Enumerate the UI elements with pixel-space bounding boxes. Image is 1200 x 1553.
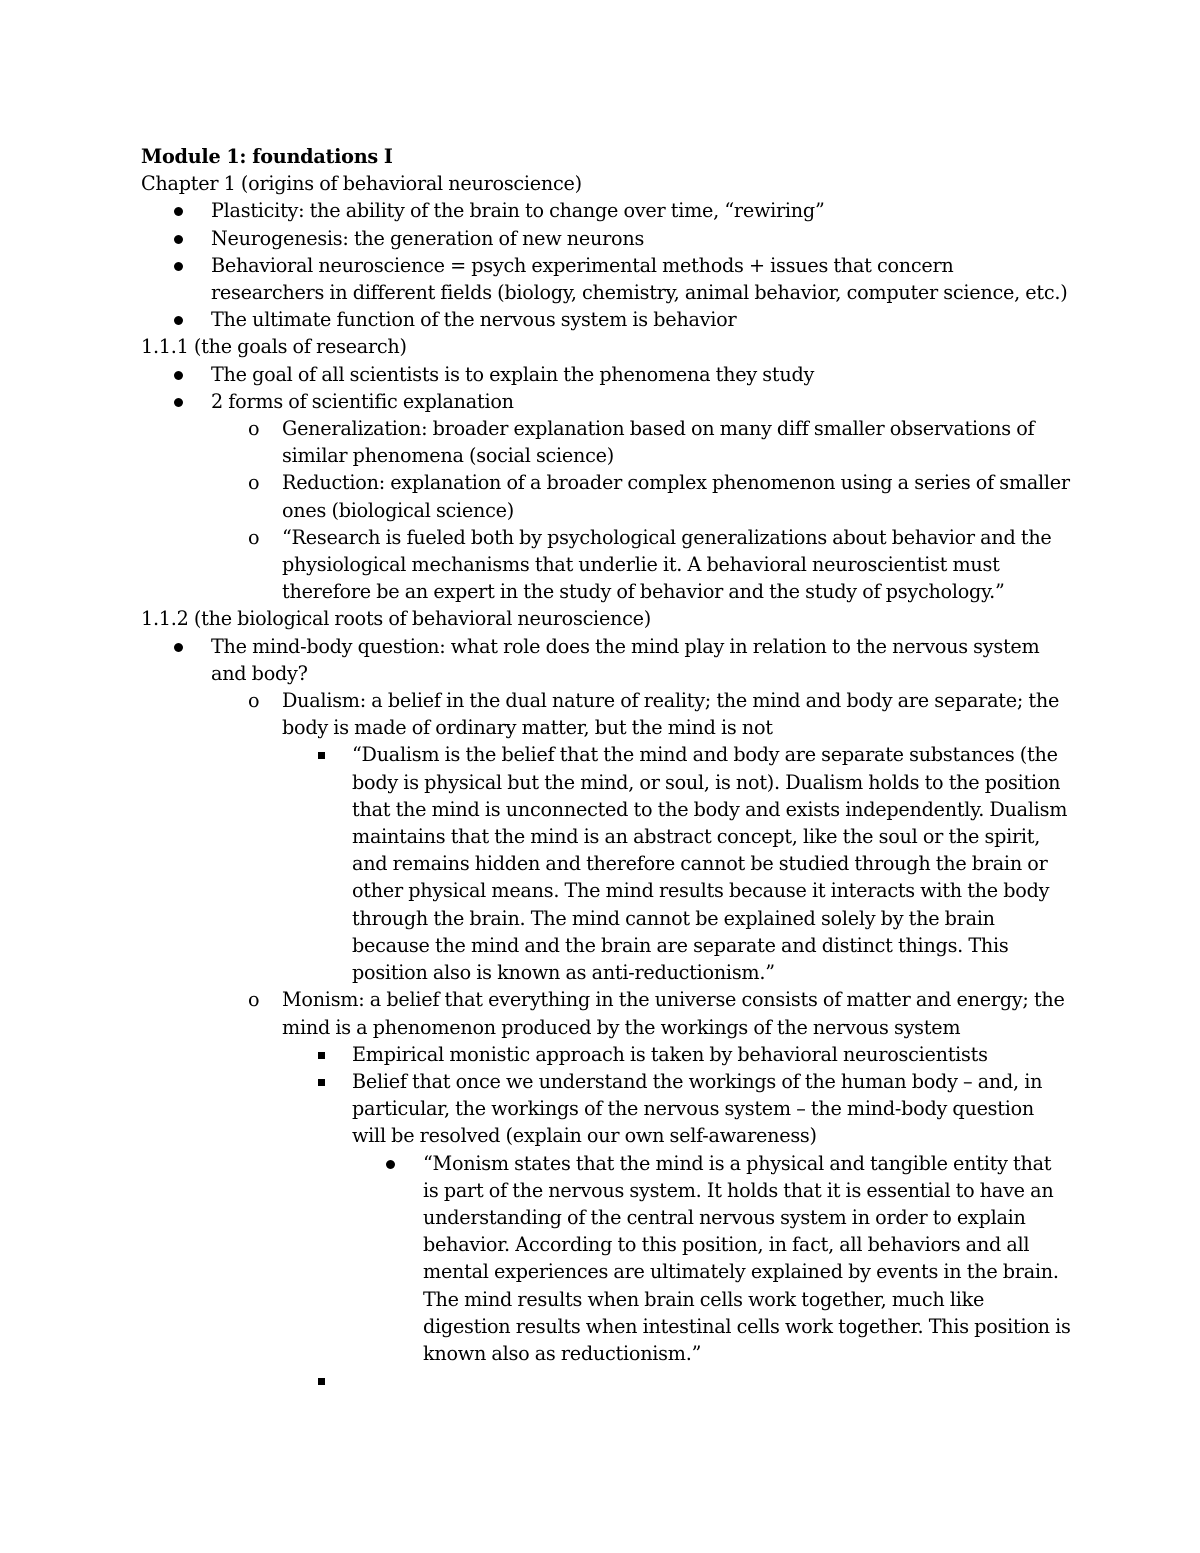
list-item: o Generalization: broader explanation based on many diff smaller observations of similar phenomena (social science) [248, 417, 1035, 468]
bullet-disc-icon [174, 398, 183, 407]
module-title: Module 1: foundations I [141, 145, 393, 168]
bullet-circle-icon: o [248, 988, 260, 1012]
list-item: The ultimate function of the nervous system is behavior [211, 306, 1071, 333]
bullet-disc-icon [174, 371, 183, 380]
bullet-square-icon [318, 1378, 325, 1385]
section-heading-1-1-1: 1.1.1 (the goals of research) [141, 335, 407, 359]
list-item: The goal of all scientists is to explain the phenomena they study [211, 361, 1071, 388]
empty-list-item [352, 1367, 1071, 1394]
notes-content [141, 143, 1071, 1394]
bullet-circle-icon: o [248, 417, 260, 441]
bullet-disc-icon [174, 262, 183, 271]
list-item: Plasticity: the ability of the brain to change over time, “rewiring” [211, 197, 1071, 224]
bullet-disc-icon [174, 235, 183, 244]
bullet-disc-icon [174, 207, 183, 216]
bullet-disc-icon [386, 1160, 395, 1169]
bullet-disc-icon [174, 643, 183, 652]
list-item: The mind-body question: what role does the mind play in relation to the nervous system and body? [211, 633, 1071, 687]
chapter-heading: Chapter 1 (origins of behavioral neuroscience) [141, 172, 582, 196]
bullet-square-icon [318, 1079, 325, 1086]
list-item: o Dualism: a belief in the dual nature of reality; the mind and body are separate; the body is made of ordinary matter, but the mind is not [248, 689, 1060, 740]
bullet-square-icon [318, 1052, 325, 1059]
bullet-disc-icon [174, 316, 183, 325]
list-item: Neurogenesis: the generation of new neurons [211, 225, 1071, 252]
section-heading-1-1-2: 1.1.2 (the biological roots of behavioral neuroscience) [141, 607, 651, 631]
list-item: o “Research is fueled both by psychological generalizations about behavior and the physiological mechanisms that underlie it. A behavioral neuroscientist must therefore be an expert in the study of behavior and the study of psychology.” [248, 525, 1052, 604]
bullet-circle-icon: o [248, 689, 260, 713]
list-item: Empirical monistic approach is taken by behavioral neuroscientists [352, 1041, 1071, 1068]
bullet-circle-icon: o [248, 525, 260, 549]
list-item: “Dualism is the belief that the mind and body are separate substances (the body is physical but the mind, or soul, is not). Dualism holds to the position that the mind is unconnected to the body and exists independently. Dualism maintains that the mind is an abstract concept, like the soul or the spirit, and remains hidden and therefore cannot be studied through the brain or other physical means. The mind results because it interacts with the body through the brain. The mind cannot be explained solely by the brain because the mind and the brain are separate and distinct things. This position also is known as anti-reductionism.” [352, 741, 1071, 986]
list-item: 2 forms of scientific explanation [211, 388, 1071, 415]
list-item: o Monism: a belief that everything in the universe consists of matter and energy; the mind is a phenomenon produced by the workings of the nervous system [248, 988, 1065, 1039]
bullet-square-icon [318, 752, 325, 759]
list-item: “Monism states that the mind is a physical and tangible entity that is part of the nervous system. It holds that it is essential to have an understanding of the central nervous system in order to explain behavior. According to this position, in fact, all behaviors and all mental experiences are ultimately explained by events in the brain. The mind results when brain cells work together, much like digestion results when intestinal cells work together. This position is known also as reductionism.” [423, 1150, 1071, 1368]
bullet-circle-icon: o [248, 471, 260, 495]
list-item: o Reduction: explanation of a broader complex phenomenon using a series of smaller ones (biological science) [248, 471, 1070, 522]
list-item: Belief that once we understand the workings of the human body – and, in particular, the workings of the nervous system – the mind-body question will be resolved (explain our own self-awareness) [352, 1068, 1071, 1150]
list-item: Behavioral neuroscience = psych experimental methods + issues that concern researchers in different fields (biology, chemistry, animal behavior, computer science, etc.) [211, 252, 1071, 306]
